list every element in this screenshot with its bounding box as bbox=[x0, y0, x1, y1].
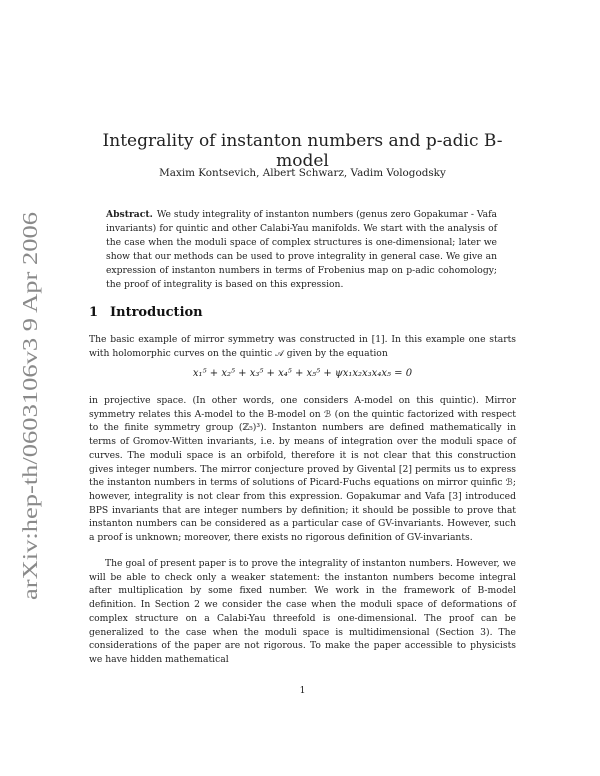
intro-paragraph-3: The goal of present paper is to prove the integrality of instanton numbers. However, we will be able to check only a weaker statement: the instanton numbers become integral after multiplication by some fixed number. We work in the framework of B-model definition. In Section 2 we consider the case when the moduli space of deformations of complex structure on a Calabi-Yau threefold is one-dimensional. The proof can be generalized to the case when the moduli space is multidimensional (Section 3). The considerations of the paper are not rigorous. To make the paper accessible to physicists we have hidden mathematical bbox=[89, 558, 516, 665]
abstract bbox=[106, 208, 497, 293]
author-list: Maxim Kontsevich, Albert Schwarz, Vadim Vologodsky bbox=[159, 167, 446, 179]
paper-title: Integrality of instanton numbers and p-adic B-model bbox=[102, 131, 503, 171]
quintic-equation: x₁⁵ + x₂⁵ + x₃⁵ + x₄⁵ + x₅⁵ + ψx₁x₂x₃x₄x₅ = 0 bbox=[192, 368, 413, 379]
section-title: Introduction bbox=[110, 305, 203, 320]
intro-paragraph-1: The basic example of mirror symmetry was constructed in [1]. In this example one starts with holomorphic curves on the quintic 𝒜 given by the equation bbox=[89, 334, 516, 359]
arxiv-side-stamp bbox=[4, 210, 54, 600]
section-heading bbox=[89, 305, 203, 320]
arxiv-stamp-text: arXiv:hep-th/0603106v3 9 Apr 2006 bbox=[18, 285, 42, 600]
section-number: 1 bbox=[89, 305, 99, 320]
abstract-label: Abstract. bbox=[106, 209, 153, 220]
page-number: 1 bbox=[299, 685, 306, 696]
intro-paragraph-2: in projective space. (In other words, one considers A-model on this quintic). Mirror symmetry relates this A-model to the B-model on ℬ (on the quintic factorized with respect to the finite symmetry group (ℤ₅)³). Instanton numbers are defined mathematically in terms of Gromov-Witten invariants, i.e. by means of integration over the moduli space of curves. The moduli space is an orbifold, therefore it is not clear that this construction gives integer numbers. The mirror conjecture proved by Givental [2] permits us to express the instanton numbers in terms of solutions of Picard-Fuchs equations on mirror quinfic ℬ; however, integrality is not clear from this expression. Gopakumar and Vafa [3] introduced BPS invariants that are integer numbers by definition; it should be possible to prove that instanton numbers can be considered as a particular case of GV-invariants. However, such a proof is unknown; moreover, there exists no rigorous definition of GV-invariants. bbox=[89, 395, 516, 544]
abstract-text: We study integrality of instanton numbers (genus zero Gopakumar - Vafa invariants) for quintic and other Calabi-Yau manifolds. We start with the analysis of the case when the moduli space of complex structures is one-dimensional; later we show that our methods can be used to prove integrality in general case. We give an expression of instanton numbers in terms of Frobenius map on p-adic cohomology; the proof of integrality is based on this expression. bbox=[106, 209, 497, 291]
